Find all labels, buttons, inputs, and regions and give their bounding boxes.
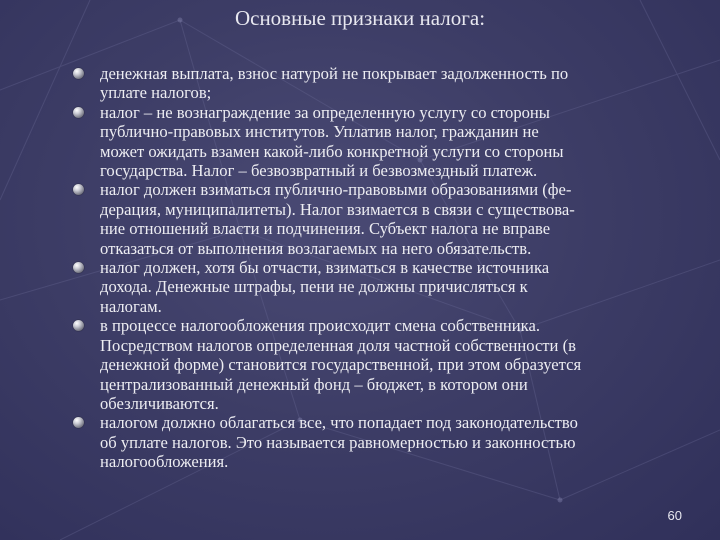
bullet-line: денежная выплата, взнос натурой не покрывает задолженность по	[100, 64, 569, 83]
bullet-item	[70, 180, 695, 258]
bullet-sphere-icon	[73, 107, 84, 118]
bullet-line: обезличиваются.	[100, 393, 219, 413]
slide-title: Основные признаки налога:	[234, 6, 486, 30]
bullet-sphere-icon	[73, 68, 84, 79]
bullet-line: централизованный денежный фонд – бюджет, в котором они	[100, 374, 528, 394]
bullet-line: дохода. Денежные штрафы, пени не должны причисляться к	[100, 277, 528, 297]
bullet-item	[70, 316, 695, 413]
bullet-sphere-icon	[73, 417, 84, 428]
bullet-line: налогом должно облагаться все, что попадает под законодательство	[100, 413, 578, 433]
bullet-line: денежной форме) становится государственной, при этом образуется	[100, 355, 582, 375]
bullet-line: в процессе налогообложения происходит смена собственника.	[100, 316, 540, 336]
bullet-line: налог – не вознаграждение за определенную услугу со стороны	[100, 102, 550, 122]
bullet-line: государства. Налог – безвозвратный и безвозмездный платеж.	[100, 161, 538, 181]
bullet-item	[70, 103, 695, 181]
bullet-sphere-icon	[73, 320, 84, 331]
bullet-line: налог должен взиматься публично-правовыми образованиями (фе-	[100, 180, 572, 200]
bullet-sphere-icon	[73, 184, 84, 195]
bullet-line: может ожидать взамен какой-либо конкретной услуги со стороны	[100, 141, 564, 161]
bullet-line: Посредством налогов определенная доля частной собственности (в	[100, 335, 576, 355]
bullet-line: публично-правовых институтов. Уплатив налог, гражданин не	[100, 122, 539, 142]
bullet-line: об уплате налогов. Это называется равномерностью и законностью	[100, 432, 576, 452]
bullet-line: дерация, муниципалитеты). Налог взимается в связи с существова-	[100, 199, 575, 219]
bullet-line: отказаться от выполнения возлагаемых на него обязательств.	[100, 238, 532, 258]
bullet-line: налогам.	[100, 296, 162, 316]
bullet-item	[70, 413, 695, 471]
bullet-item	[70, 64, 695, 103]
bullet-line: ние отношений власти и подчинения. Субъект налога не вправе	[100, 219, 551, 239]
bullet-line: налогообложения.	[100, 452, 229, 472]
page-number: 60	[667, 508, 682, 523]
bullet-list	[70, 64, 695, 472]
bullet-item	[70, 258, 695, 316]
bullet-sphere-icon	[73, 262, 84, 273]
bullet-line: налог должен, хотя бы отчасти, взиматься в качестве источника	[100, 258, 550, 278]
bullet-line: уплате налогов;	[100, 83, 212, 103]
